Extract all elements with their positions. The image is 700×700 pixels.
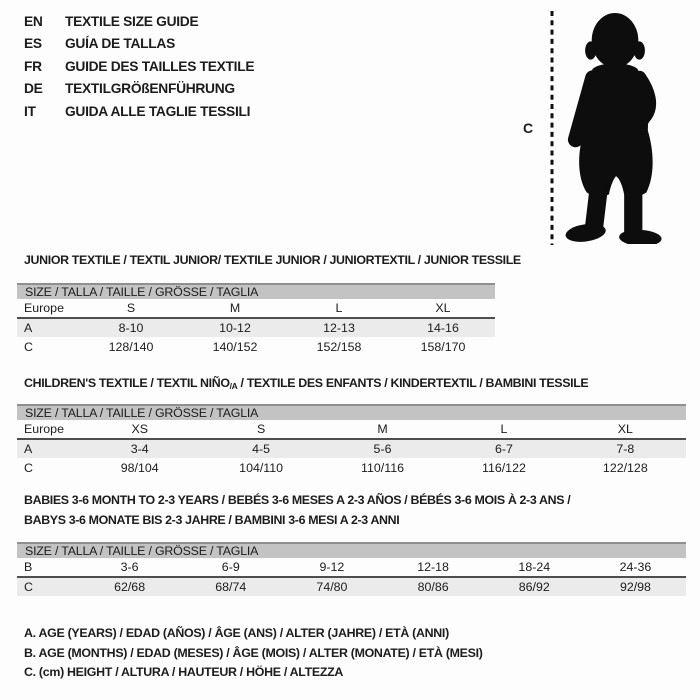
row-label: C: [24, 580, 33, 594]
table-cell: 140/152: [212, 340, 258, 354]
footnotes: [24, 624, 483, 683]
table-cell: 10-12: [219, 321, 251, 335]
table-cell: S: [126, 301, 136, 315]
row-label: Europe: [24, 301, 64, 315]
section-title-subscript: /A: [229, 381, 238, 391]
table-cell: XL: [435, 301, 451, 315]
row-label: A: [24, 442, 33, 456]
section-title-children: [24, 373, 588, 396]
table-cell: 122/128: [602, 461, 648, 475]
table-cell: 24-36: [619, 560, 652, 574]
table-cell: 74/80: [316, 580, 348, 594]
table-cell: L: [500, 422, 508, 436]
section-title-babies: [24, 490, 570, 530]
table-row: [17, 458, 686, 478]
table-cell: 12-18: [417, 560, 449, 574]
table-cell: 86/92: [518, 580, 550, 594]
table-cell: 4-5: [252, 442, 271, 456]
table-cell: 6-7: [494, 442, 513, 456]
footnote-c: C. (cm) HEIGHT / ALTURA / HAUTEUR / HÖHE / ALTEZZA: [24, 665, 344, 680]
lang-code: FR: [24, 58, 42, 74]
table-cell: 68/74: [215, 580, 247, 594]
table-row: [17, 578, 686, 596]
row-label: A: [24, 321, 33, 335]
table-cell: XS: [131, 422, 148, 436]
lang-code: ES: [24, 36, 42, 52]
table-cell: 3-4: [130, 442, 149, 456]
table-cell: 9-12: [319, 560, 345, 574]
footnote-b: B. AGE (MONTHS) / EDAD (MESES) / ÂGE (MOIS) / ALTER (MONATE) / ETÀ (MESI): [24, 645, 483, 660]
table-cell: L: [335, 301, 343, 315]
table-cell: 3-6: [120, 560, 139, 574]
section-title-text: / TEXTILE DES ENFANTS / KINDERTEXTIL / BAMBINI TESSILE: [237, 376, 589, 390]
row-label: C: [24, 340, 33, 354]
lang-label: TEXTILGRÖßENFÜHRUNG: [65, 81, 235, 97]
table-cell: 116/122: [481, 461, 526, 475]
section-title-text: JUNIOR TEXTILE / TEXTIL JUNIOR/ TEXTILE JUNIOR / JUNIORTEXTIL / JUNIOR TESSILE: [24, 253, 521, 267]
table-cell: 12-13: [323, 321, 355, 335]
table-cell: 80/86: [417, 580, 449, 594]
section-title-text-line2: BABYS 3-6 MONATE BIS 2-3 JAHRE / BAMBINI 3-6 MESI A 2-3 ANNI: [24, 513, 400, 527]
table-cell: 128/140: [108, 340, 154, 354]
section-title-text: BABIES 3-6 MONTH TO 2-3 YEARS / BEBÉS 3-6 MESES A 2-3 AÑOS / BÉBÉS 3-6 MOIS À 2-3 ANS /: [24, 493, 571, 507]
table-row: [17, 319, 495, 337]
language-header: [24, 11, 254, 123]
table-cell: 110/116: [361, 461, 404, 475]
lang-row-es: [24, 33, 254, 55]
lang-row-de: [24, 78, 254, 100]
table-row: [17, 420, 686, 440]
row-label: Europe: [24, 422, 64, 436]
table-cell: 8-10: [118, 321, 144, 335]
babies-size-table: [17, 542, 686, 596]
table-cell: XL: [617, 422, 633, 436]
lang-label: GUÍA DE TALLAS: [65, 36, 176, 52]
table-cell: 5-6: [373, 442, 392, 456]
table-cell: 98/104: [120, 461, 159, 475]
section-title-junior: [24, 250, 521, 270]
table-cell: 6-9: [221, 560, 240, 574]
table-cell: 104/110: [239, 461, 284, 475]
table-cell: 18-24: [518, 560, 551, 574]
lang-code: IT: [24, 103, 36, 119]
table-cell: 158/170: [420, 340, 466, 354]
size-header-bar: SIZE / TALLA / TAILLE / GRÖSSE / TAGLIA: [17, 542, 686, 558]
lang-row-it: [24, 101, 254, 123]
table-row: [17, 299, 495, 319]
measure-c-label: C: [523, 120, 534, 136]
lang-code: EN: [24, 14, 43, 29]
children-size-table: [17, 404, 686, 478]
height-measure-line: [549, 11, 555, 245]
row-label: B: [24, 560, 33, 574]
lang-label: TEXTILE SIZE GUIDE: [65, 14, 199, 29]
table-row: [17, 440, 686, 458]
lang-label: GUIDE DES TAILLES TEXTILE: [65, 58, 255, 74]
table-cell: 14-16: [427, 321, 459, 335]
lang-code: DE: [24, 81, 43, 97]
table-cell: 7-8: [616, 442, 635, 456]
table-cell: 152/158: [316, 340, 362, 354]
section-title-text: CHILDREN'S TEXTILE / TEXTIL NIÑO: [24, 376, 230, 390]
toddler-silhouette-icon: [562, 11, 664, 244]
lang-row-fr: [24, 56, 254, 78]
table-row: [17, 558, 686, 578]
table-cell: 92/98: [619, 580, 651, 594]
junior-size-table: [17, 283, 495, 357]
table-cell: M: [229, 301, 241, 315]
row-label: C: [24, 461, 33, 475]
table-cell: M: [377, 422, 388, 436]
table-cell: S: [256, 422, 266, 436]
table-row: [17, 337, 495, 357]
table-cell: 62/68: [114, 580, 146, 594]
lang-row-en: [24, 11, 254, 33]
footnote-a: A. AGE (YEARS) / EDAD (AÑOS) / ÂGE (ANS) / ALTER (JAHRE) / ETÀ (ANNI): [24, 626, 449, 640]
size-header-bar: SIZE / TALLA / TAILLE / GRÖSSE / TAGLIA: [17, 404, 686, 420]
size-header-bar: SIZE / TALLA / TAILLE / GRÖSSE / TAGLIA: [17, 283, 495, 299]
lang-label: GUIDA ALLE TAGLIE TESSILI: [65, 103, 251, 119]
